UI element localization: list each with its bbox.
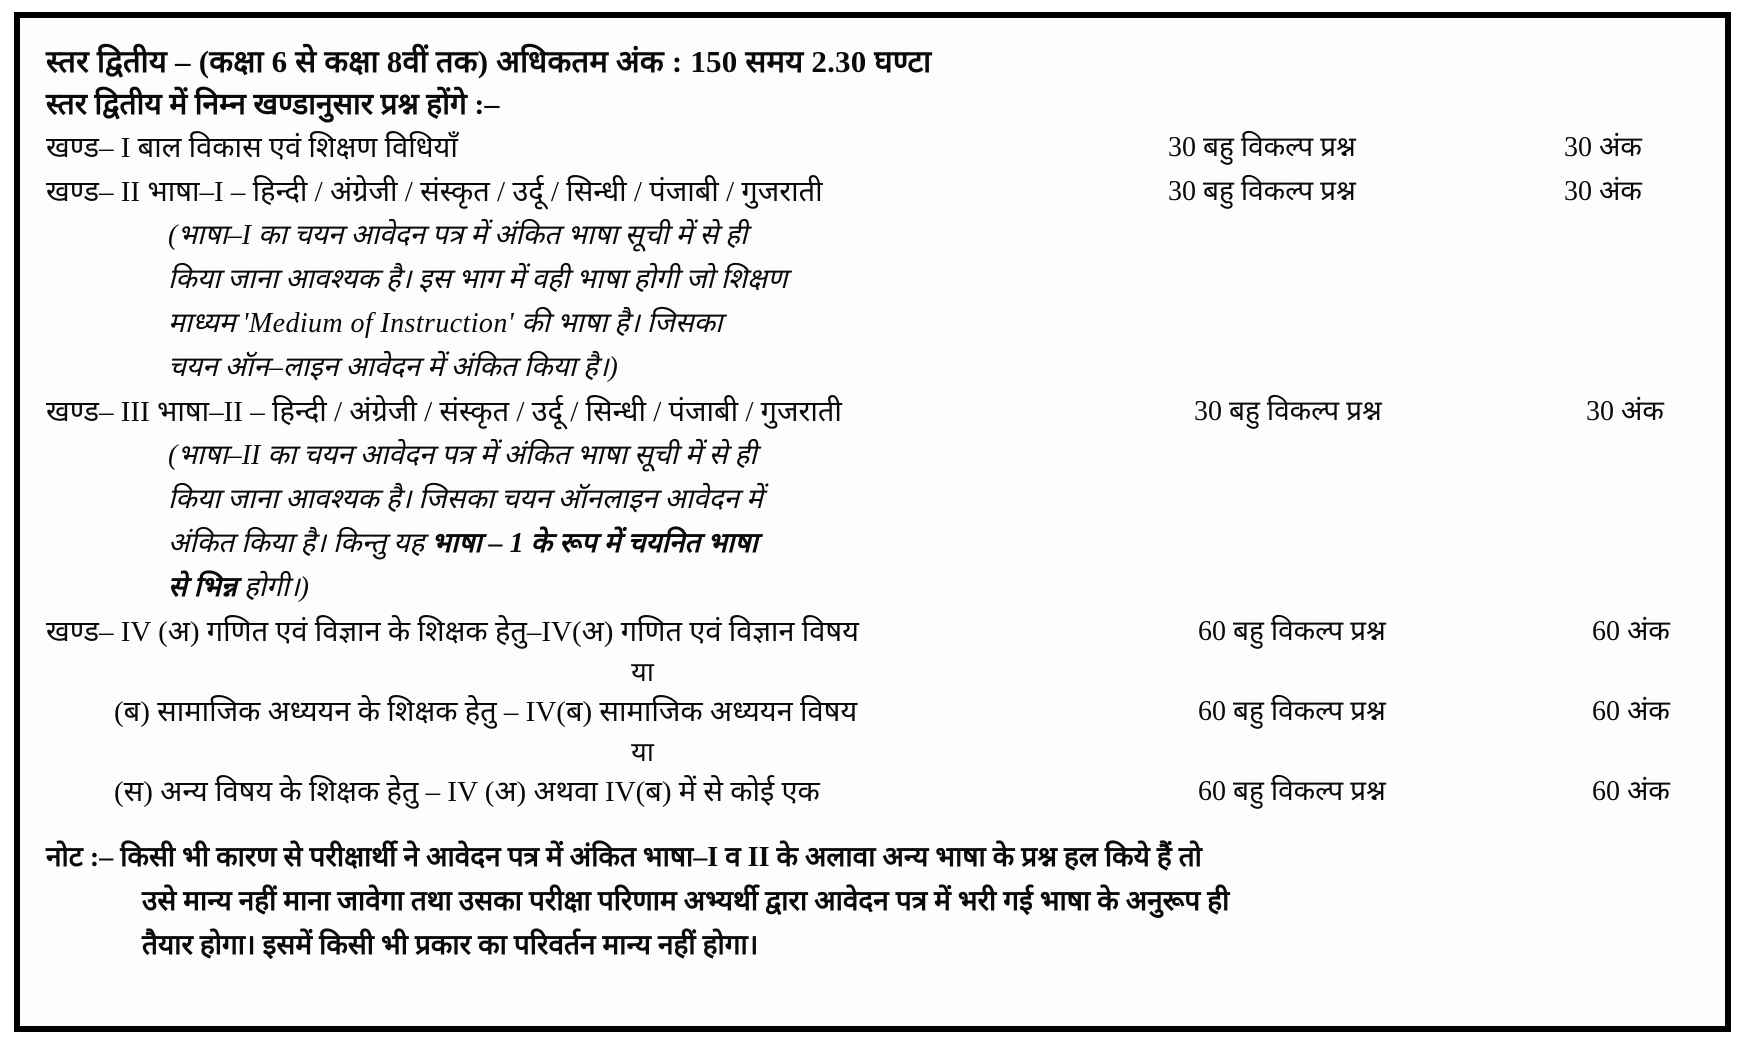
section-marks-2: 30 अंक (1564, 176, 1642, 207)
section-label-4b: (ब) सामाजिक अध्ययन के शिक्षक हेतु – IV(ब) सामाजिक अध्ययन विषय (114, 696, 858, 728)
section-row-4b (46, 690, 1699, 734)
note-language1-line4: चयन ऑन–लाइन आवेदन में अंकित किया है।) (168, 352, 618, 383)
section-label-1: खण्ड– I बाल विकास एवं शिक्षण विधियाँ (46, 132, 458, 164)
note-language2-line3 (46, 522, 1699, 566)
note-language2-emphasis-2: से भिन्न (168, 572, 244, 603)
note-language2-line4 (46, 566, 1699, 610)
section-marks-3: 30 अंक (1586, 396, 1664, 427)
page-subtitle: स्तर द्वितीय में निम्न खण्डानुसार प्रश्न होंगे :– (46, 88, 500, 121)
section-label-4c: (स) अन्य विषय के शिक्षक हेतु – IV (अ) अथवा IV(ब) में से कोई एक (114, 776, 820, 808)
section-questions-2: 30 बहु विकल्प प्रश्न (1168, 176, 1356, 207)
or-separator-1: या (631, 657, 654, 687)
footer-note-line-2: उसे मान्य नहीं माना जावेगा तथा उसका परीक्षा परिणाम अभ्यर्थी द्वारा आवेदन पत्र में भरी गई भाषा के अनुरूप ही (142, 886, 1230, 917)
footer-note-line-1: नोट :– किसी भी कारण से परीक्षार्थी ने आवेदन पत्र में अंकित भाषा–I व II के अलावा अन्य भाषा के प्रश्न हल किये हैं तो (46, 842, 1202, 873)
section-marks-1: 30 अंक (1564, 132, 1642, 163)
medium-of-instruction-text: 'Medium of Instruction' (242, 308, 515, 339)
note-language1-line3-suffix: की भाषा है। जिसका (514, 308, 723, 339)
section-row-3 (46, 390, 1699, 434)
note-language1-line1: (भाषा–I का चयन आवेदन पत्र में अंकित भाषा सूची में से ही (168, 220, 748, 251)
page-title: स्तर द्वितीय – (कक्षा 6 से कक्षा 8वीं तक) अधिकतम अंक : 150 समय 2.30 घण्टा (46, 44, 932, 79)
note-language2-line3-prefix: अंकित किया है। किन्तु यह (168, 528, 432, 559)
note-language1-line2: किया जाना आवश्यक है। इस भाग में वही भाषा होगी जो शिक्षण (168, 264, 788, 295)
section-marks-4c: 60 अंक (1592, 776, 1670, 807)
footer-note (46, 836, 1699, 968)
section-row-2 (46, 170, 1699, 214)
section-row-1 (46, 126, 1699, 170)
footer-note-line-3: तैयार होगा। इसमें किसी भी प्रकार का परिवर्तन मान्य नहीं होगा। (142, 930, 759, 961)
document-page-frame (14, 12, 1731, 1032)
section-label-4a: खण्ड– IV (अ) गणित एवं विज्ञान के शिक्षक हेतु–IV(अ) गणित एवं विज्ञान विषय (46, 616, 859, 648)
note-language2-line4-suffix: होगी।) (243, 572, 309, 603)
section-label-2: खण्ड– II भाषा–I – हिन्दी / अंग्रेजी / संस्कृत / उर्दू / सिन्धी / पंजाबी / गुजराती (46, 176, 823, 208)
section-row-4c (46, 770, 1699, 814)
section-questions-4c: 60 बहु विकल्प प्रश्न (1198, 776, 1386, 807)
or-separator-2: या (631, 737, 654, 767)
note-language1-line3 (46, 302, 1699, 346)
section-questions-3: 30 बहु विकल्प प्रश्न (1194, 396, 1382, 427)
note-language2-line1: (भाषा–II का चयन आवेदन पत्र में अंकित भाषा सूची में से ही (168, 440, 757, 471)
section-questions-1: 30 बहु विकल्प प्रश्न (1168, 132, 1356, 163)
section-label-3: खण्ड– III भाषा–II – हिन्दी / अंग्रेजी / संस्कृत / उर्दू / सिन्धी / पंजाबी / गुजराती (46, 396, 842, 428)
document-body (20, 18, 1725, 1026)
section-questions-4a: 60 बहु विकल्प प्रश्न (1198, 616, 1386, 647)
note-language1-line3-prefix: माध्यम (168, 308, 243, 339)
section-questions-4b: 60 बहु विकल्प प्रश्न (1198, 696, 1386, 727)
section-row-4a (46, 610, 1699, 654)
note-language2-line2: किया जाना आवश्यक है। जिसका चयन ऑनलाइन आवेदन में (168, 484, 763, 515)
note-language2-emphasis: भाषा – 1 के रूप में चयनित भाषा (431, 528, 758, 559)
section-marks-4b: 60 अंक (1592, 696, 1670, 727)
section-marks-4a: 60 अंक (1592, 616, 1670, 647)
